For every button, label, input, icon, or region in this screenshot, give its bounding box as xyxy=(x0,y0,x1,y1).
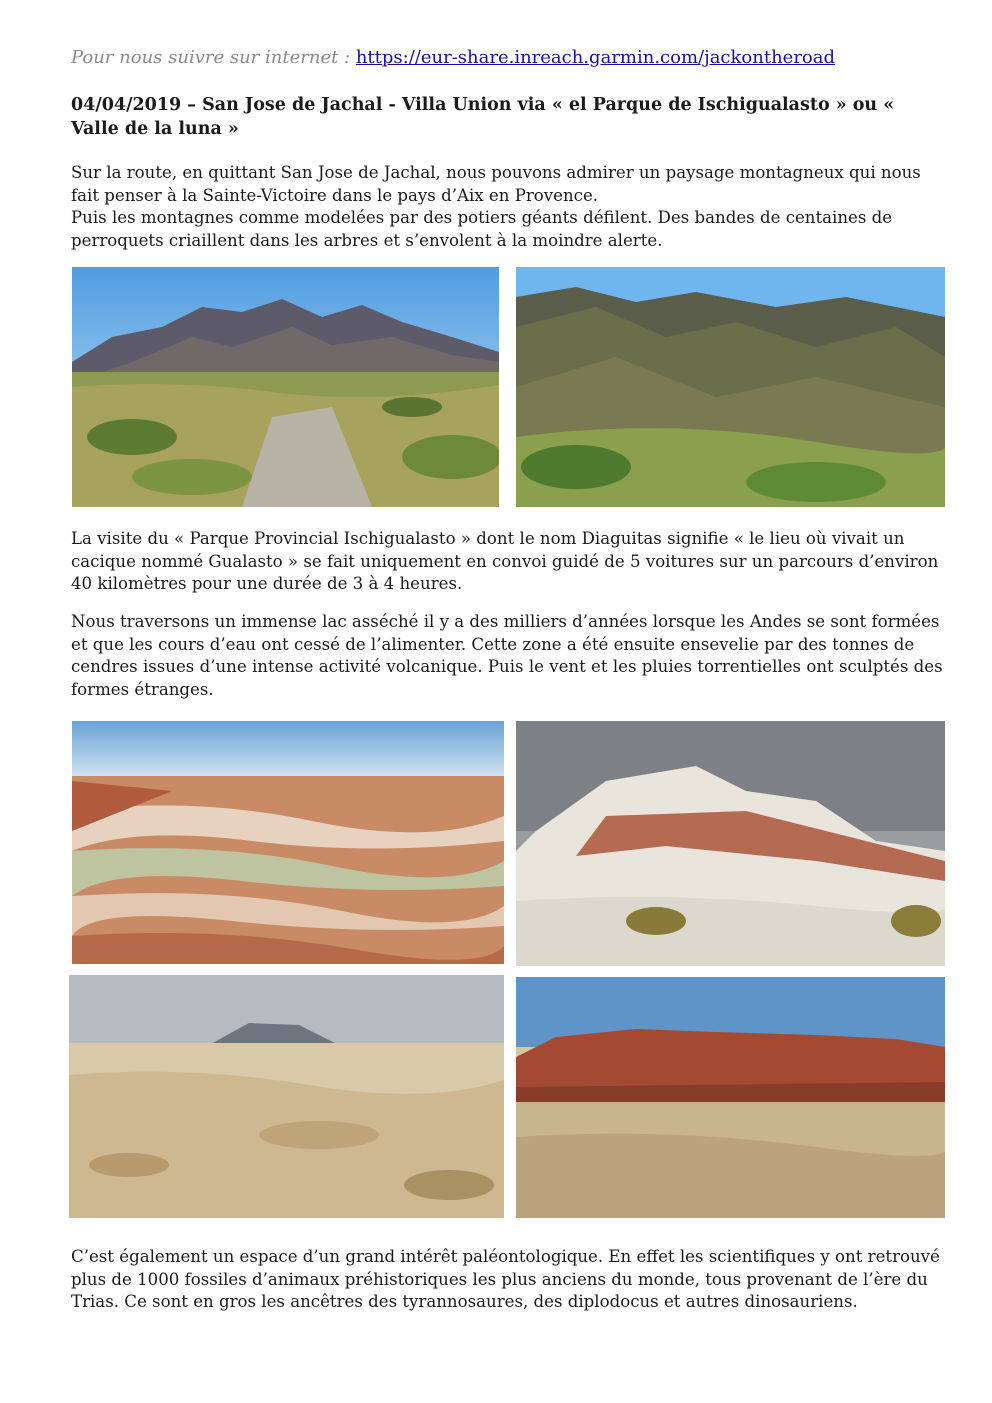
paragraph-route-line-2: Puis les montagnes comme modelées par des potiers géants défilent. Des bandes de centaines de perroquets criaillent dans les arbres et s’envolent à la moindre alerte. xyxy=(71,208,893,250)
paragraph-lake xyxy=(71,611,946,701)
paragraph-lake-text: Nous traversons un immense lac asséché il y a des milliers d’années lorsque les Andes se sont formées et que les cours d’eau ont cessé de l’alimenter. Cette zone a été ensuite ensevelie par des tonnes de cendres issues d’une intense activité volcanique. Puis le vent et les pluies torrentielles ont sculptés des formes étranges. xyxy=(71,612,943,699)
paragraph-fossils-text: C’est également un espace d’un grand intérêt paléontologique. En effet les scientifiques y ont retrouvé plus de 1000 fossiles d’animaux préhistoriques les plus anciens du monde, tous provenant de l’ère du Trias. Ce sont en gros les ancêtres des tyrannosaures, des diplodocus et autres dinosauriens. xyxy=(71,1247,940,1311)
tracking-link[interactable]: https://eur-share.inreach.garmin.com/jackontheroad xyxy=(355,47,836,68)
photo-mountain-valley xyxy=(516,267,945,507)
paragraph-visit-text: La visite du « Parque Provincial Ischigualasto » dont le nom Diaguitas signifie « le lieu où vivait un cacique nommé Gualasto » se fait uniquement en convoi guidé de 5 voitures sur un parcours d’environ 40 kilomètres pour une durée de 3 à 4 heures. xyxy=(71,529,939,593)
photo-mountain-road xyxy=(72,267,499,507)
photo-striped-canyon xyxy=(72,721,504,964)
paragraph-route-line-1: Sur la route, en quittant San Jose de Jachal, nous pouvons admirer un paysage montagneux qui nous fait penser à la Sainte-Victoire dans le pays d’Aix en Provence. xyxy=(71,163,921,205)
photo-white-rock xyxy=(516,721,945,966)
paragraph-visit xyxy=(71,528,946,596)
intro-label: Pour nous suivre sur internet : xyxy=(71,47,356,68)
photo-red-cliffs xyxy=(516,977,945,1218)
paragraph-route xyxy=(71,162,946,252)
photo-arid-plain xyxy=(69,975,504,1218)
page-title: 04/04/2019 – San Jose de Jachal - Villa Union via « el Parque de Ischigualasto » ou « Valle de la luna » xyxy=(71,95,895,139)
intro-line xyxy=(71,47,835,68)
paragraph-fossils xyxy=(71,1246,946,1314)
